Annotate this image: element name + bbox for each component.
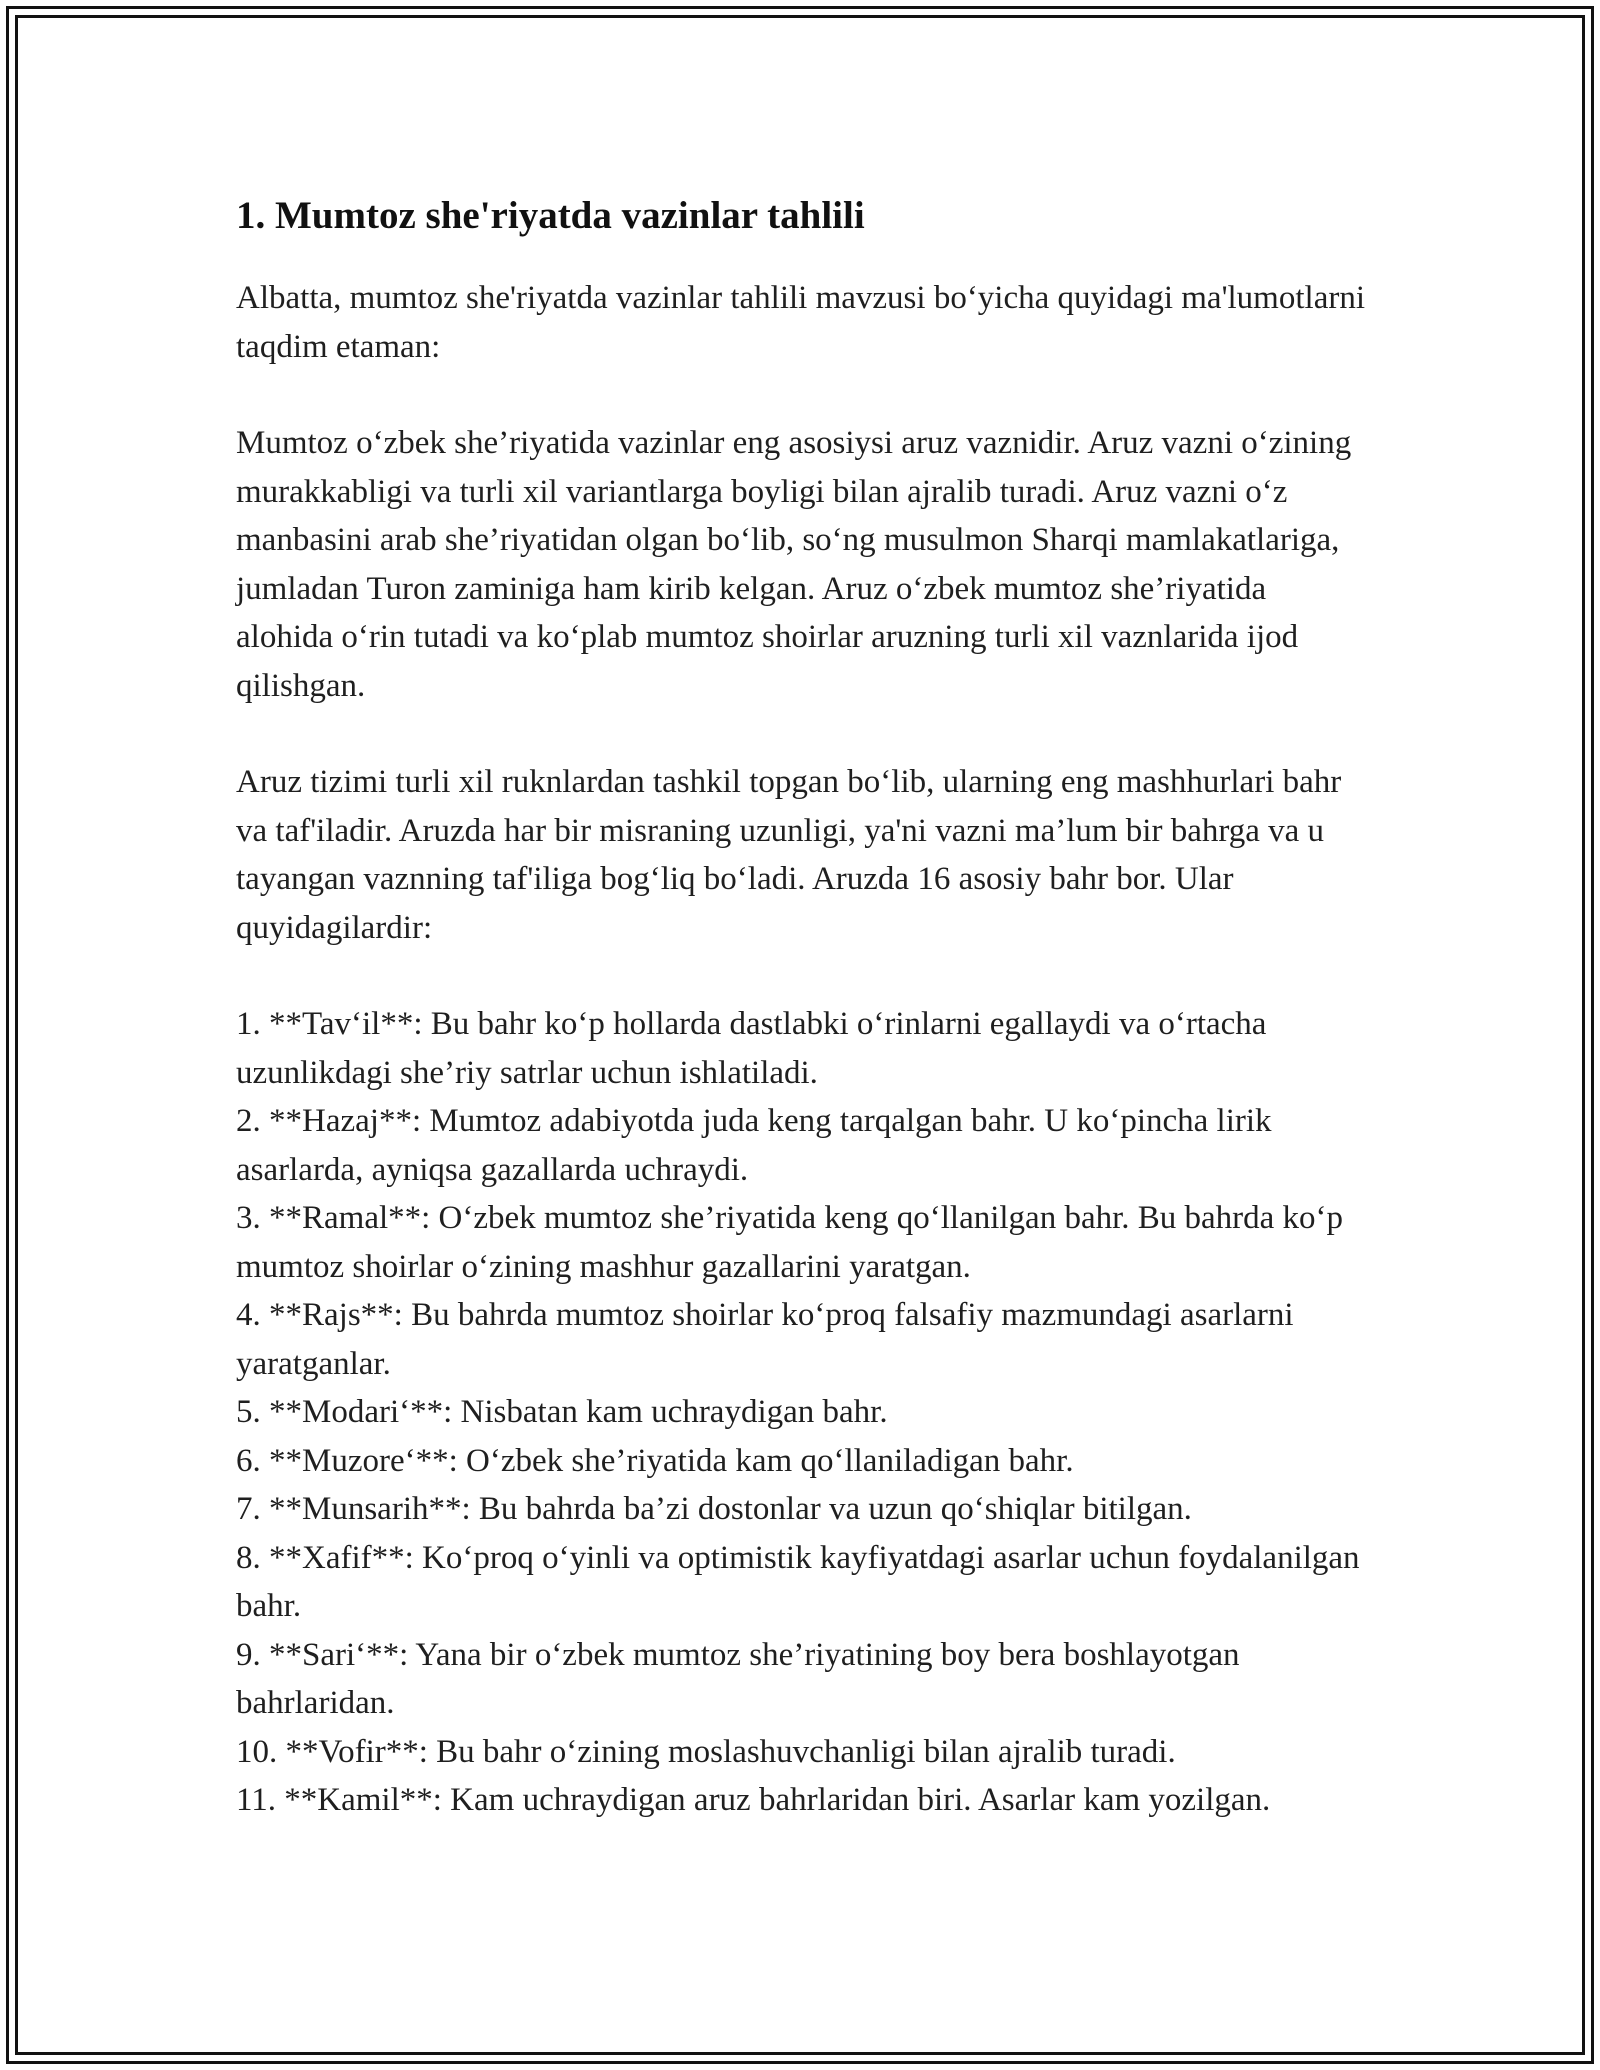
list-item: 10. **Vofir**: Bu bahr o‘zining moslashuvchanligi bilan ajralib turadi. <box>236 1733 1176 1770</box>
list-item: 1. **Tav‘il**: Bu bahr ko‘p hollarda dastlabki o‘rinlarni egallaydi va o‘rtacha uzunlikdagi she’riy satrlar uchun ishlatiladi. <box>236 1006 1267 1091</box>
intro-paragraph: Albatta, mumtoz she'riyatda vazinlar tahlili mavzusi bo‘yicha quyidagi ma'lumotlarni taqdim etaman: <box>236 280 1365 365</box>
list-item: 8. **Xafif**: Ko‘proq o‘yinli va optimistik kayfiyatdagi asarlar uchun foydalanilgan bahr. <box>236 1539 1360 1624</box>
list-item: 9. **Sari‘**: Yana bir o‘zbek mumtoz she’riyatining boy bera boshlayotgan bahrlaridan. <box>236 1636 1240 1721</box>
document-title: 1. Mumtoz she'riyatda vazinlar tahlili <box>236 194 865 237</box>
aruz-system-paragraph: Aruz tizimi turli xil ruknlardan tashkil topgan bo‘lib, ularning eng mashhurlari bahr va taf'iladir. Aruzda har bir misraning uzunligi, ya'ni vazni ma’lum bir bahrga va u tayangan vaznning taf'iliga bog‘liq bo‘ladi. Aruzda 16 asosiy bahr bor. Ular quyidagilardir: <box>236 764 1342 946</box>
list-item: 5. **Modari‘**: Nisbatan kam uchraydigan bahr. <box>236 1394 888 1430</box>
list-item: 3. **Ramal**: O‘zbek mumtoz she’riyatida keng qo‘llanilgan bahr. Bu bahrda ko‘p mumtoz shoirlar o‘zining mashhur gazallarini yaratgan. <box>236 1200 1344 1285</box>
list-item: 4. **Rajs**: Bu bahrda mumtoz shoirlar ko‘proq falsafiy mazmundagi asarlarni yaratganlar. <box>236 1297 1294 1382</box>
aruz-description-paragraph: Mumtoz o‘zbek she’riyatida vazinlar eng asosiysi aruz vaznidir. Aruz vazni o‘zining murakkabligi va turli xil variantlarga boyligi bilan ajralib turadi. Aruz vazni o‘z manbasini arab she’riyatidan olgan bo‘lib, so‘ng musulmon Sharqi mamlakatlariga, jumladan Turon zaminiga ham kirib kelgan. Aruz o‘zbek mumtoz she’riyatida alohida o‘rin tutadi va ko‘plab mumtoz shoirlar aruzning turli xil vaznlarida ijod qilishgan. <box>236 425 1352 704</box>
bahr-list <box>236 1000 1366 1825</box>
list-item: 2. **Hazaj**: Mumtoz adabiyotda juda keng tarqalgan bahr. U ko‘pincha lirik asarlarda, ayniqsa gazallarda uchraydi. <box>236 1103 1272 1188</box>
document-body <box>236 190 1366 1825</box>
list-item: 11. **Kamil**: Kam uchraydigan aruz bahrlaridan biri. Asarlar kam yozilgan. <box>236 1782 1271 1818</box>
list-item: 7. **Munsarih**: Bu bahrda ba’zi dostonlar va uzun qo‘shiqlar bitilgan. <box>236 1491 1192 1527</box>
list-item: 6. **Muzore‘**: O‘zbek she’riyatida kam qo‘llaniladigan bahr. <box>236 1442 1074 1479</box>
